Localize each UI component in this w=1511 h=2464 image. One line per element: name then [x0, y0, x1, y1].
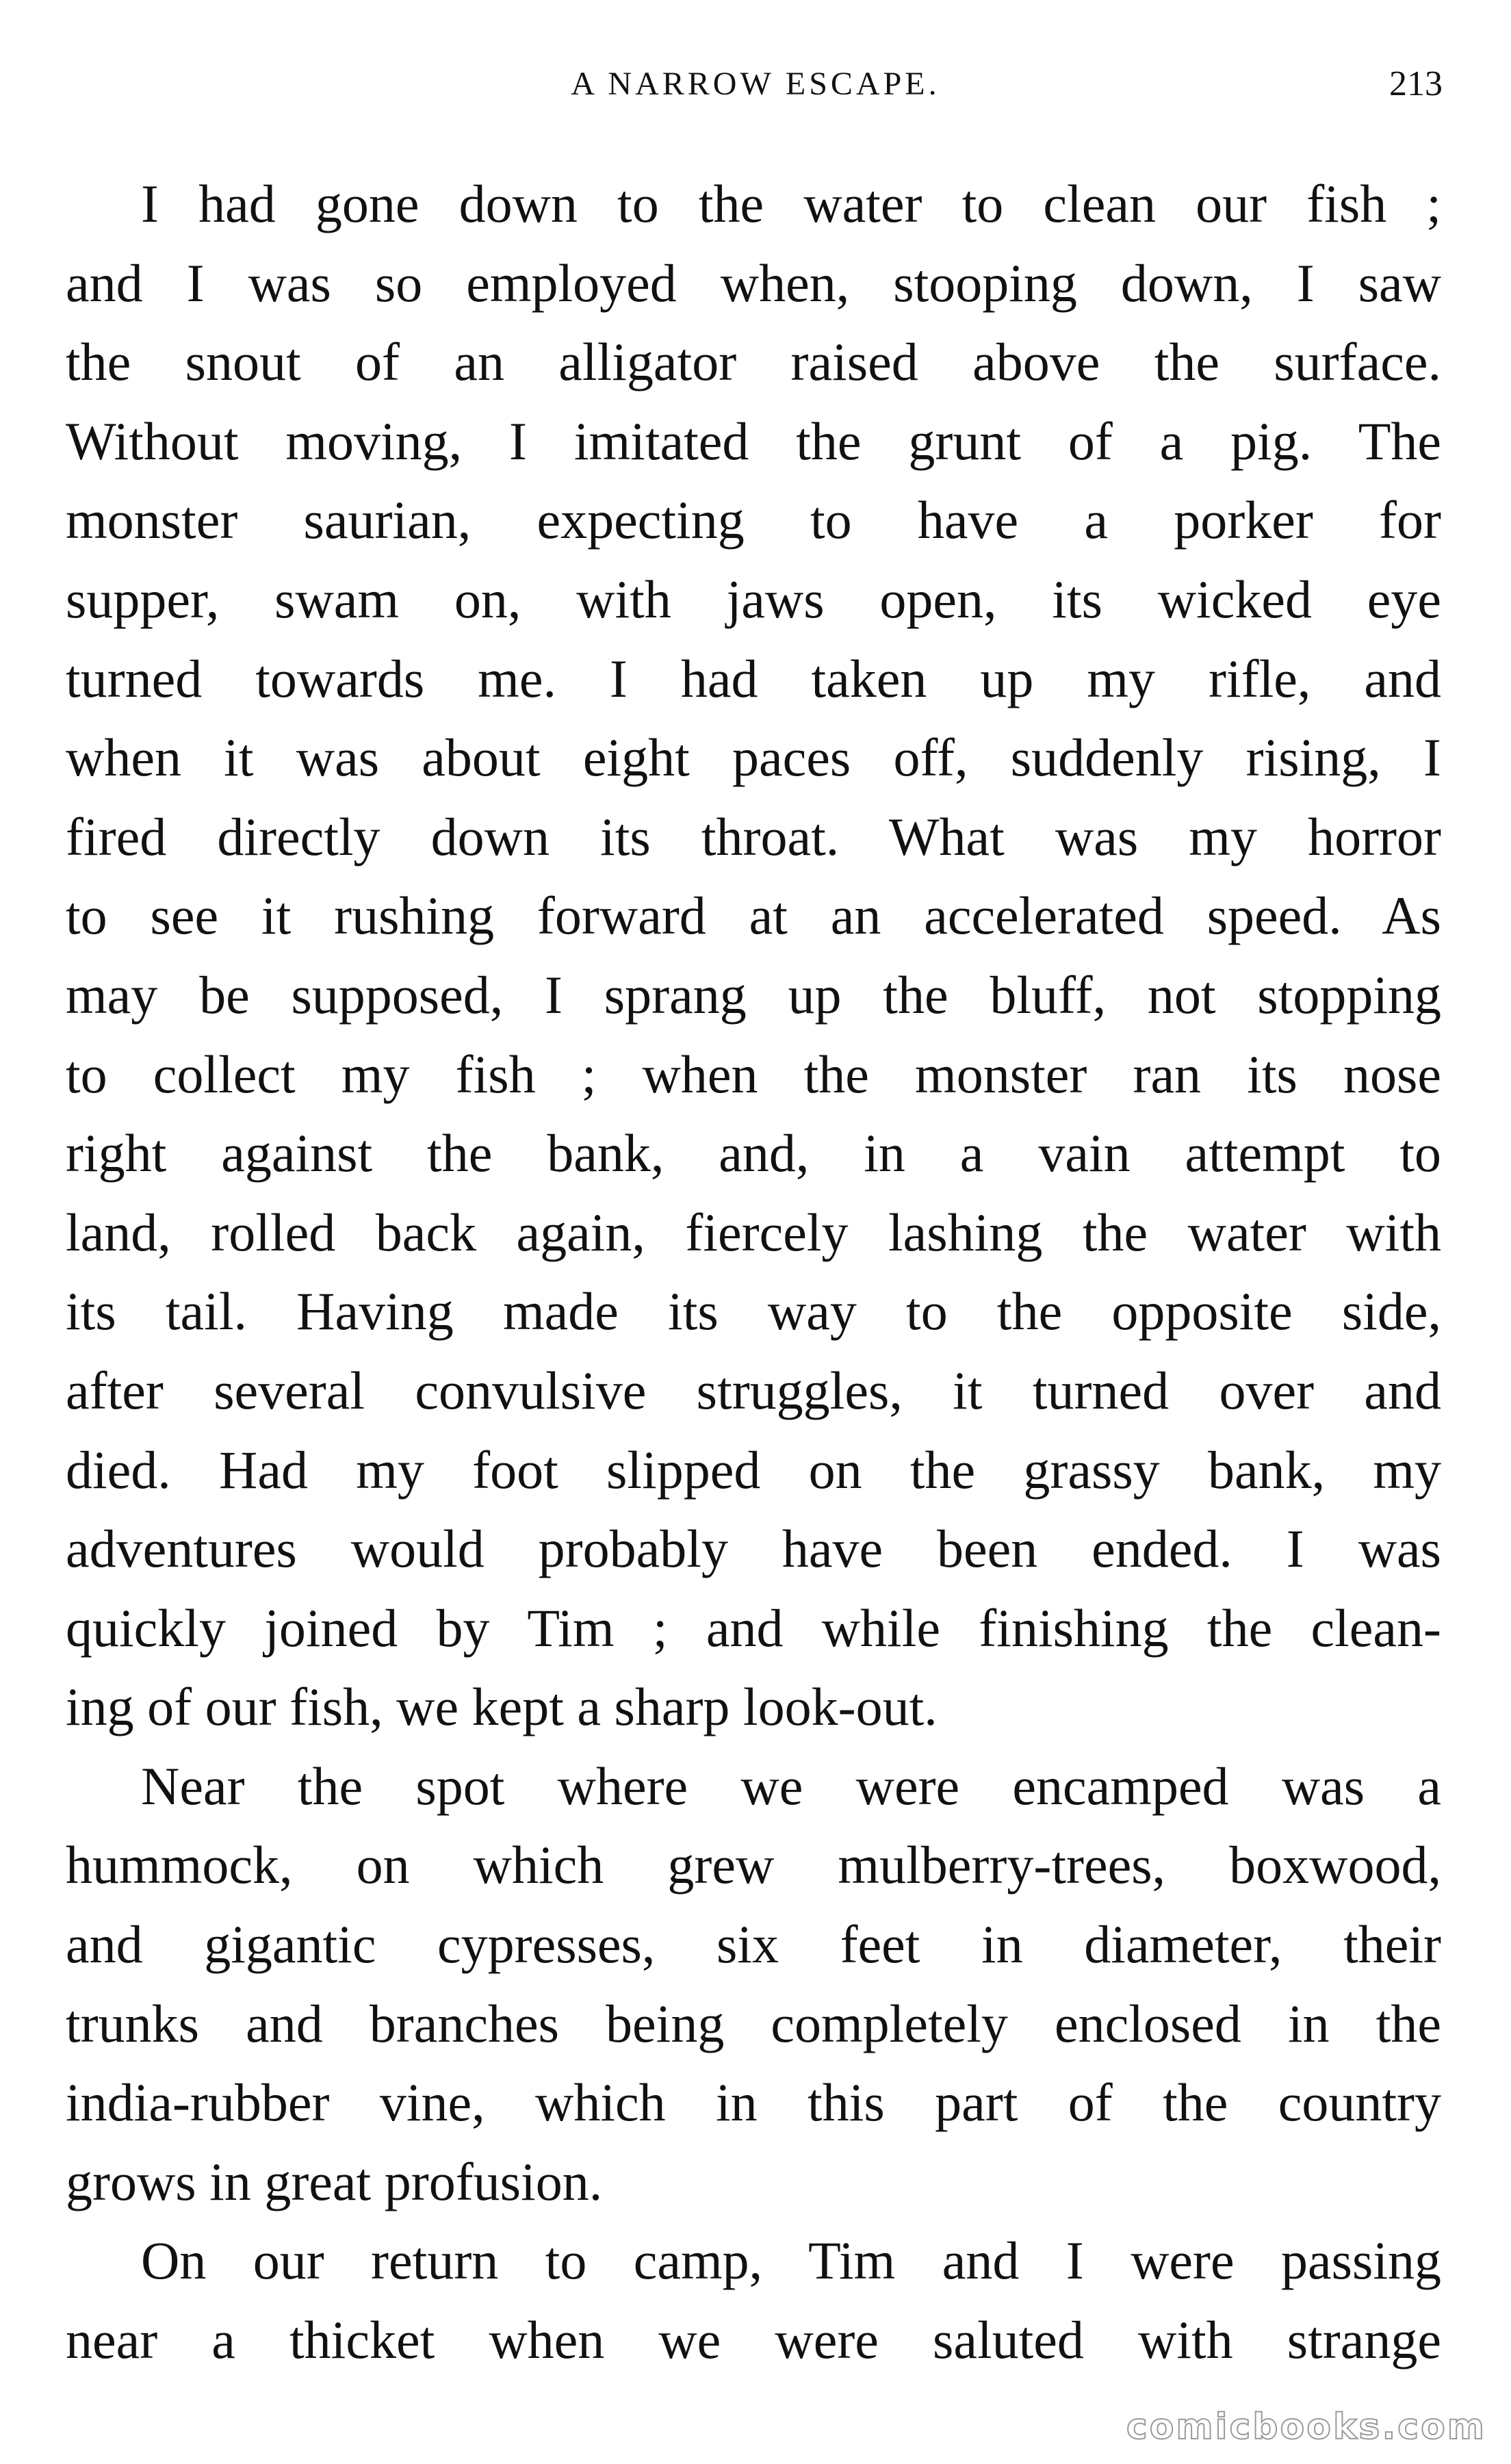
text-line: to collect my fish ; when the monster ran its nose	[66, 1044, 1441, 1104]
text-line: and gigantic cypresses, six feet in diameter, their	[66, 1914, 1441, 1975]
text-line: monster saurian, expecting to have a porker for	[66, 490, 1441, 550]
text-line: Near the spot where we were encamped was a	[141, 1756, 1441, 1816]
text-line: land, rolled back again, fiercely lashing the water with	[66, 1202, 1441, 1262]
text-line: to see it rushing forward at an accelerated speed. As	[66, 886, 1441, 946]
text-line: adventures would probably have been ended. I was	[66, 1519, 1441, 1579]
paragraph	[66, 1747, 1441, 2222]
text-line: grows in great profusion.	[66, 2151, 603, 2211]
text-line: may be supposed, I sprang up the bluff, not stopping	[66, 964, 1441, 1025]
text-line: india-rubber vine, which in this part of the country	[66, 2072, 1441, 2133]
text-line: Without moving, I imitated the grunt of a pig. The	[66, 411, 1441, 471]
text-line: turned towards me. I had taken up my rifle, and	[66, 648, 1441, 708]
paragraph	[66, 164, 1441, 1747]
running-title: A NARROW ESCAPE.	[571, 66, 940, 102]
text-line: and I was so employed when, stooping down, I saw	[66, 253, 1441, 313]
text-line: hummock, on which grew mulberry-trees, boxwood,	[66, 1835, 1441, 1895]
body-text	[66, 164, 1441, 2380]
text-line: its tail. Having made its way to the opposite side,	[66, 1281, 1441, 1342]
text-line: the snout of an alligator raised above the surface.	[66, 332, 1441, 392]
text-line: when it was about eight paces off, suddenly rising, I	[66, 728, 1441, 788]
paragraph	[66, 2221, 1441, 2379]
text-line: trunks and branches being completely enclosed in the	[66, 1993, 1441, 2053]
text-line: supper, swam on, with jaws open, its wicked eye	[66, 569, 1441, 629]
text-line: fired directly down its throat. What was my horror	[66, 806, 1441, 867]
text-line: On our return to camp, Tim and I were passing	[141, 2231, 1441, 2291]
text-line: ing of our fish, we kept a sharp look-out.	[66, 1677, 938, 1737]
text-line: died. Had my foot slipped on the grassy bank, my	[66, 1439, 1441, 1500]
page-header	[68, 60, 1443, 108]
text-line: near a thicket when we were saluted with strange	[66, 2310, 1441, 2370]
watermark: comicbooks.com	[1126, 2407, 1486, 2448]
text-line: after several convulsive struggles, it turned over and	[66, 1360, 1441, 1420]
text-line: I had gone down to the water to clean our fish ;	[141, 174, 1441, 233]
text-line: quickly joined by Tim ; and while finishing the clean-	[66, 1597, 1441, 1658]
page-number: 213	[1389, 64, 1443, 103]
text-line: right against the bank, and, in a vain attempt to	[66, 1123, 1441, 1183]
